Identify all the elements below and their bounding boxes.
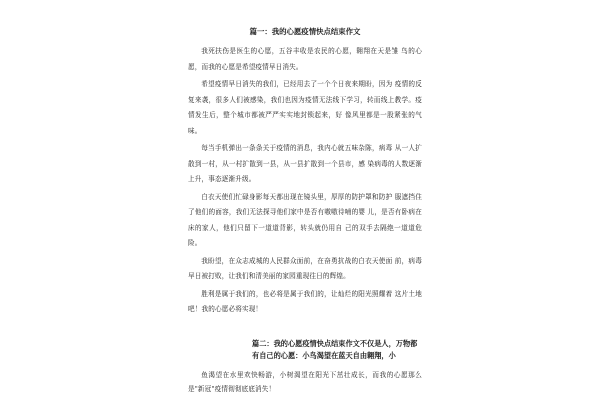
article-1-paragraph: 我死扶伤是医生的心愿，五谷丰收是农民的心愿，翱翔在天是雏 鸟的心愿，而我的心愿是希望疫情早日消失。 — [188, 47, 422, 71]
article-1-paragraph: 胜利是属于我们的，也必将是属于我们的，让灿烂的阳光照耀着 这片土地吧！我的心愿必将实现！ — [188, 289, 422, 313]
article-1-paragraph: 白衣天使们忙碌身影每天都出现在镜头里，厚厚的防护罩和防护 服遮挡住了他们的面容，我们无法探寻他们家中是否有嗷嗷待哺的婴 儿，是否有卧病在床的家人，他们只留下一道道背影，转头就仍用自 己的双手去隔绝一道道危险。 — [188, 192, 422, 247]
article-2-title: 篇二：我的心愿疫情快点结束作文不仅是人，万物都有自己的心愿：小鸟渴望在蓝天自由翱翔，小 — [252, 338, 418, 360]
article-1-paragraph: 希望疫情早日消失的我们，已经用去了一个个日夜来期盼，因为 疫情的反复来袭，很多人们被感染，我们也因为疫情无法线下学习，转而线上教学。疫情发生后，整个城市都被严严实实地封锁起来，好 像风里都是一股紧张的气味。 — [188, 80, 422, 135]
article-1-paragraph: 我盼望，在众志成城的人民群众面前，在奋勇抗战的白衣天使面 前，病毒早日被打败，让我们和清美丽的家园重现往日的辉煌。 — [188, 256, 422, 280]
article-1-paragraph: 每当手机弹出一条条关于疫情的消息，我内心就五味杂陈，病毒 从一人扩散到一村，从一村扩散到一县，从一县扩散到一个县市，感 染病毒的人数逐渐上升，事态逐渐升级。 — [188, 144, 422, 183]
article-2-paragraph: 鱼渴望在水里欢快畅游，小树渴望在阳光下茁壮成长，而我的心愿那么是"新冠"疫情彻彻底底消失！ — [188, 370, 422, 393]
article-1-title: 篇一：我的心愿疫情快点结束作文 — [249, 27, 361, 36]
section-gap — [188, 320, 422, 338]
document-body — [188, 26, 422, 398]
